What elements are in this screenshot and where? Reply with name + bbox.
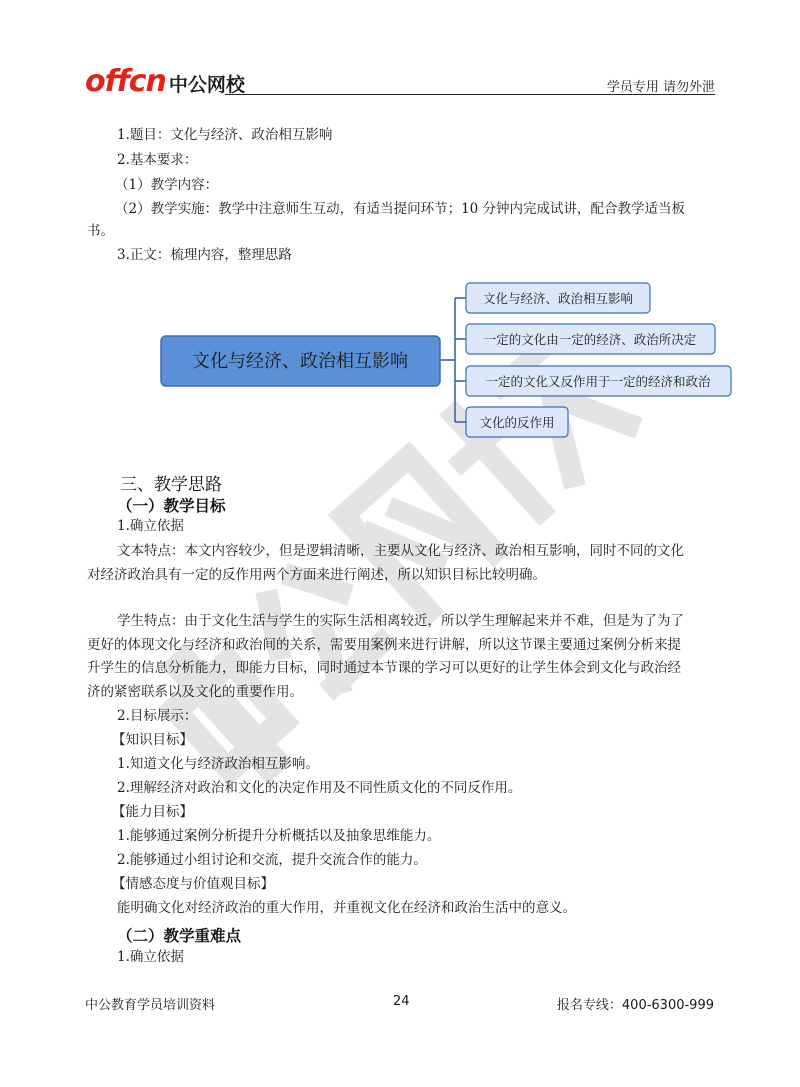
student-feature-line-2: 更好的体现文化与经济和政治间的关系，需要用案例来进行讲解，所以这节课主要通过案例分析来提 [87,637,681,653]
knowledge-goal-1: 1.知道文化与经济政治相互影响。 [117,756,319,772]
content-line: （1）教学内容： [115,177,219,193]
page-number: 24 [393,994,410,1009]
subsection-key-points: （二）教学重难点 [117,927,242,945]
emotion-goal-tag: 【情感态度与价值观目标】 [112,876,274,892]
student-feature-line-1: 学生特点：由于文化生活与学生的实际生活相离较近，所以学生理解起来并不难，但是为了为了 [117,613,684,629]
branch-node-4-label: 文化的反作用 [479,415,555,430]
implementation-line: （2）教学实施：教学中注意师生互动，有适当提问环节；10 分钟内完成试讲，配合教学适当板 [115,201,686,217]
ability-goal-2: 2.能够通过小组讨论和交流，提升交流合作的能力。 [117,852,427,868]
body-line: 3.正文：梳理内容，整理思路 [117,247,292,263]
knowledge-goal-2: 2.理解经济对政治和文化的决定作用及不同性质文化的不同反作用。 [117,780,522,796]
subsection-goals: （一）教学目标 [117,497,226,515]
ability-goal-1: 1.能够通过案例分析提升分析概括以及抽象思维能力。 [117,828,441,844]
header-notice: 学员专用 请勿外泄 [606,80,715,95]
text-feature-line-2: 对经济政治具有一定的反作用两个方面来进行阐述，所以知识目标比较明确。 [87,567,546,583]
logo-offcn-text: offcn [85,64,166,99]
basis-heading-2: 1.确立依据 [117,949,184,965]
logo-chinese-text: 中公网校 [168,74,245,96]
goal-display-heading: 2.目标展示： [117,708,198,724]
text-feature-line-1: 文本特点：本文内容较少，但是逻辑清晰，主要从文化与经济、政治相互影响，同时不同的文化 [117,543,684,559]
emotion-goal-1: 能明确文化对经济政治的重大作用，并重视文化在经济和政治生活中的意义。 [117,900,576,916]
student-feature-line-4: 济的紧密联系以及文化的重要作用。 [87,684,303,700]
implementation-line-cont: 书。 [87,223,114,239]
topic-line: 1.题目：文化与经济、政治相互影响 [117,127,333,143]
branch-node-3-label: 一定的文化又反作用于一定的经济和政治 [485,374,711,389]
section-title: 三、教学思路 [120,475,222,495]
footer-right: 报名专线：400-6300-999 [556,998,714,1013]
root-node-label: 文化与经济、政治相互影响 [192,351,408,372]
ability-goal-tag: 【能力目标】 [112,804,193,820]
knowledge-goal-tag: 【知识目标】 [112,732,193,748]
student-feature-line-3: 升学生的信息分析能力，即能力目标，同时通过本节课的学习可以更好的让学生体会到文化与政治经 [87,660,681,676]
branch-node-2-label: 一定的文化由一定的经济、政治所决定 [483,332,697,347]
footer-left: 中公教育学员培训资料 [85,998,216,1013]
branch-node-1-label: 文化与经济、政治相互影响 [482,291,634,306]
basis-heading: 1.确立依据 [117,518,184,534]
requirement-line: 2.基本要求： [117,152,198,168]
